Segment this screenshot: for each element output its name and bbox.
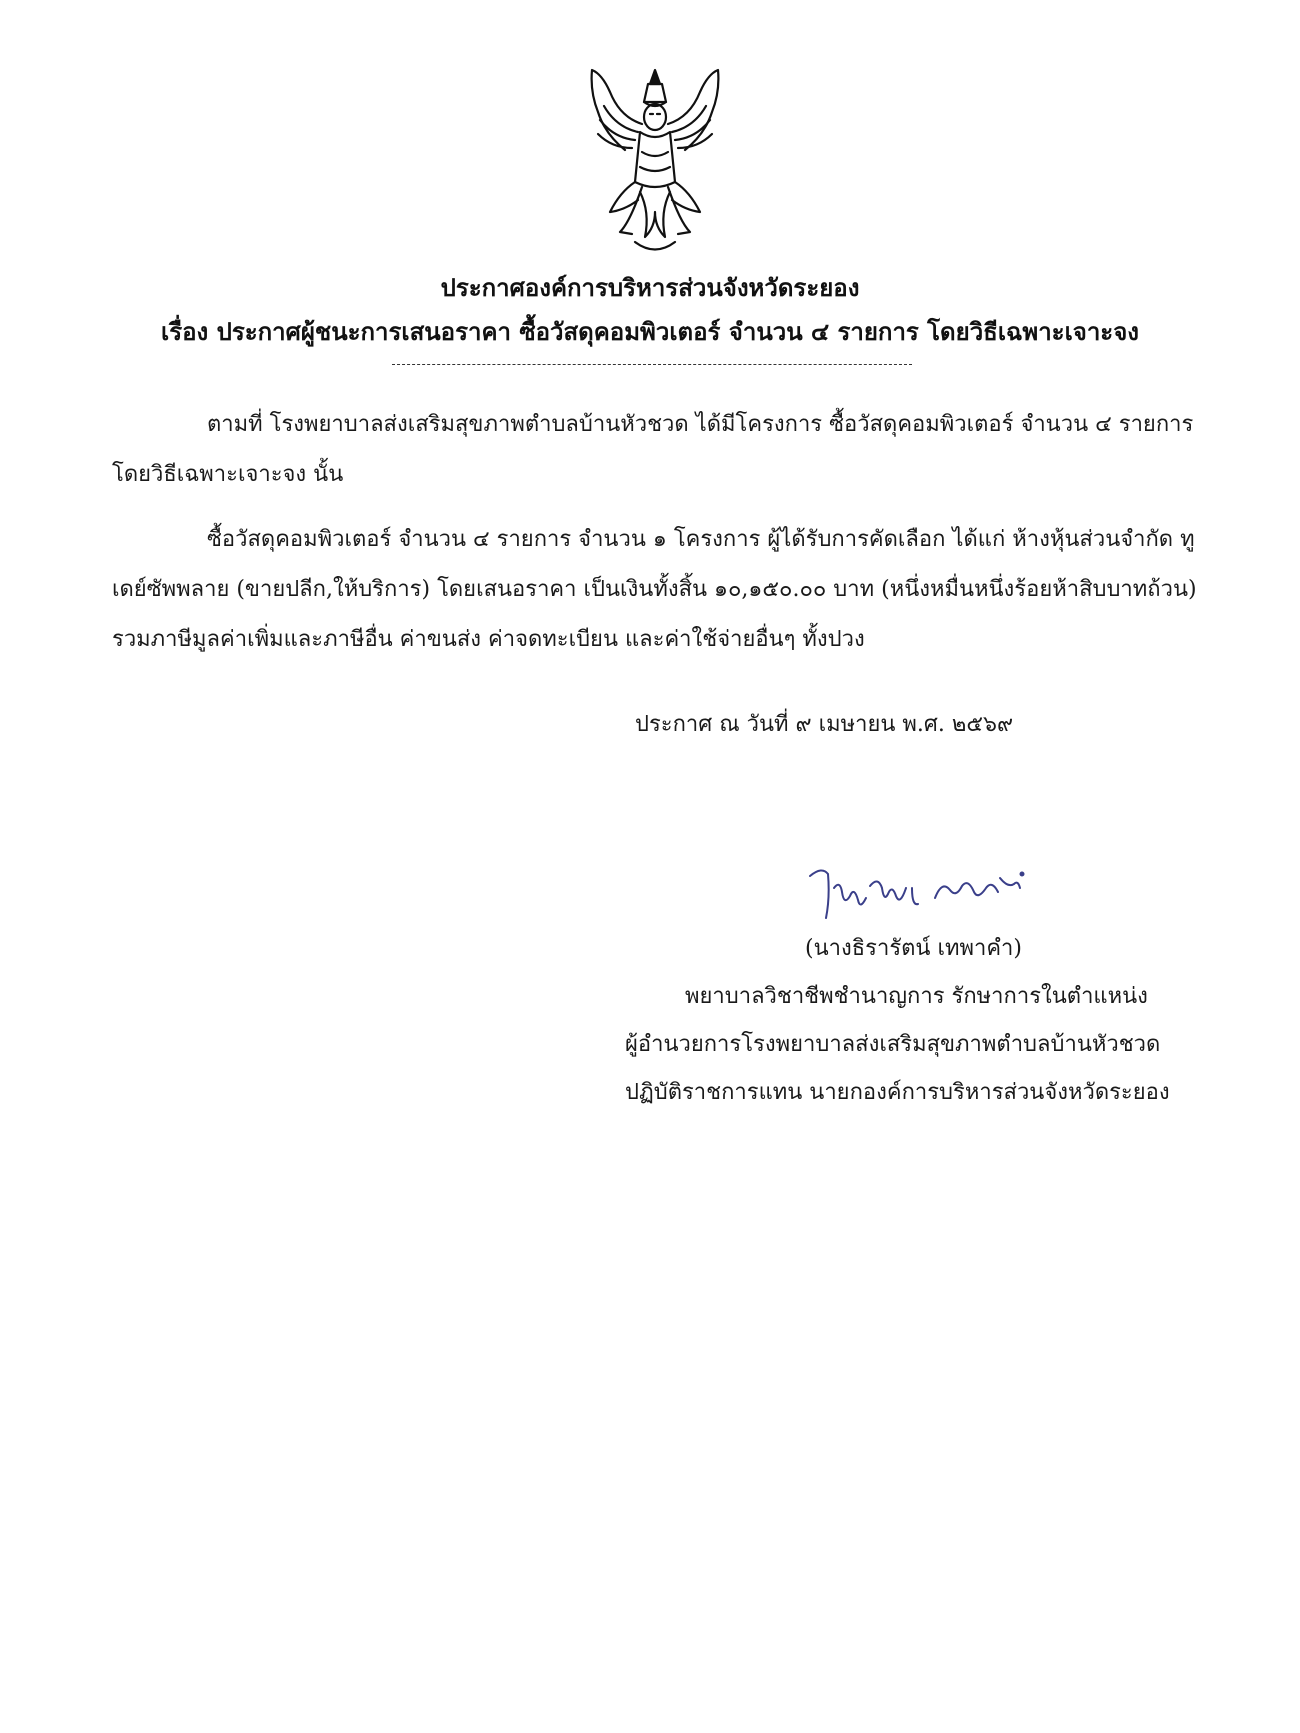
announcement-title: ประกาศองค์การบริหารส่วนจังหวัดระยอง bbox=[440, 273, 860, 302]
announcement-date: ประกาศ ณ วันที่ ๙ เมษายน พ.ศ. ๒๕๖๙ bbox=[635, 712, 1014, 737]
announcement-subject: เรื่อง ประกาศผู้ชนะการเสนอราคา ซื้อวัสดุคอมพิวเตอร์ จำนวน ๔ รายการ โดยวิธีเฉพาะเจาะจง bbox=[161, 317, 1139, 346]
body-paragraph-2: ซื้อวัสดุคอมพิวเตอร์ จำนวน ๔ รายการ จำนวน ๑ โครงการ ผู้ได้รับการคัดเลือก ได้แก่ ห้างหุ้นส่วนจำกัด ทูเดย์ซัพพลาย (ขายปลีก,ให้บริการ) โดยเสนอราคา เป็นเงินทั้งสิ้น ๑๐,๑๕๐.๐๐ บาท (หนึ่งหมื่นหนึ่งร้อยห้าสิบบาทถ้วน) รวมภาษีมูลค่าเพิ่มและภาษีอื่น ค่าขนส่ง ค่าจดทะเบียน และค่าใช้จ่ายอื่นๆ ทั้งปวง bbox=[112, 527, 1197, 652]
signatory-position-3: ปฏิบัติราชการแทน นายกองค์การบริหารส่วนจังหวัดระยอง bbox=[625, 1080, 1170, 1105]
signatory-position-1: พยาบาลวิชาชีพชำนาญการ รักษาการในตำแหน่ง bbox=[685, 984, 1148, 1009]
signatory-position-2: ผู้อำนวยการโรงพยาบาลส่งเสริมสุขภาพตำบลบ้านหัวชวด bbox=[625, 1032, 1161, 1057]
handwritten-signature bbox=[800, 858, 1040, 938]
garuda-emblem-icon bbox=[580, 62, 730, 262]
body-paragraph-1: ตามที่ โรงพยาบาลส่งเสริมสุขภาพตำบลบ้านหัวชวด ได้มีโครงการ ซื้อวัสดุคอมพิวเตอร์ จำนวน ๔ รายการ โดยวิธีเฉพาะเจาะจง นั้น bbox=[112, 412, 1194, 487]
signatory-name: (นางธิรารัตน์ เทพาคำ) bbox=[805, 936, 1022, 961]
divider-line bbox=[392, 364, 912, 365]
